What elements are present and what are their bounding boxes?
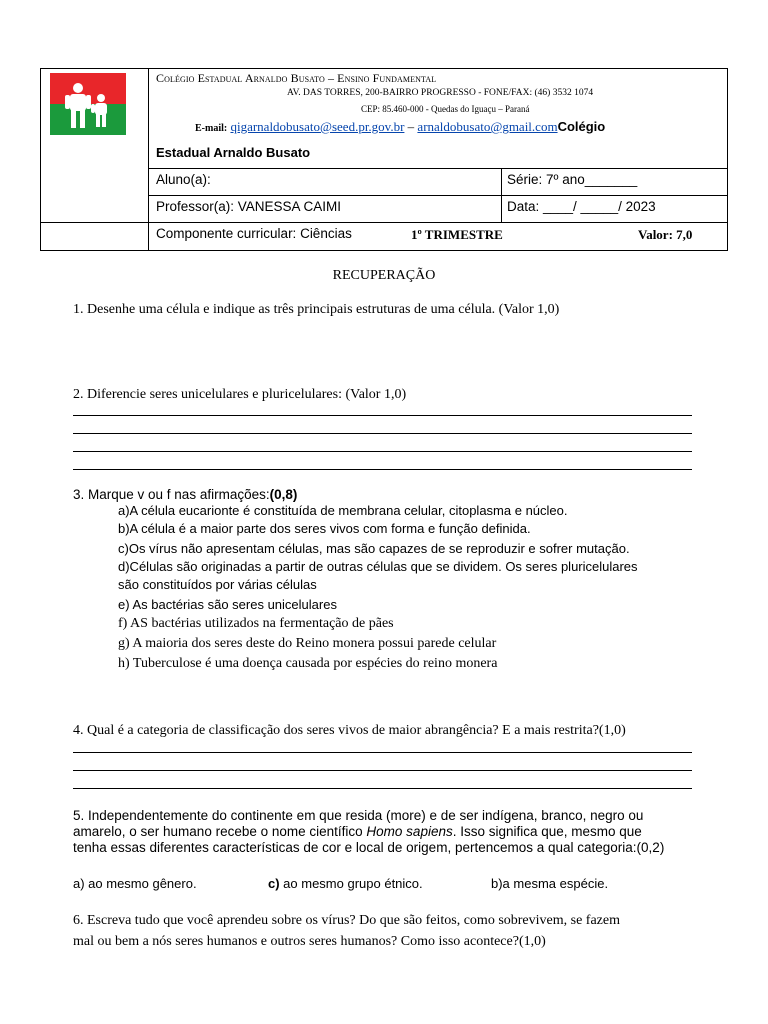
date-field: Data: ____/ _____/ 2023 — [507, 199, 656, 214]
q3-option-h: h) Tuberculose é uma doença causada por espécies do reino monera — [118, 656, 498, 671]
header-row-divider — [148, 195, 728, 196]
value-label: Valor: 7,0 — [638, 227, 693, 242]
q3-option-f: f) AS bactérias utilizados na fermentação de pães — [118, 616, 394, 631]
grade-field: Série: 7º ano_______ — [507, 172, 638, 187]
question-3-prompt: 3. Marque v ou f nas afirmações: — [73, 487, 270, 502]
q5-scientific-name: Homo sapiens — [366, 824, 453, 839]
question-3-points: (0,8) — [269, 487, 298, 502]
question-5-line3: tenha essas diferentes características de cor e local de origem, pertencemos a qual categoria:(0,2) — [73, 840, 665, 855]
email-line — [195, 119, 605, 135]
q5-line2-post: . Isso significa que, mesmo que — [452, 824, 642, 839]
question-2: 2. Diferencie seres unicelulares e pluricelulares: (Valor 1,0) — [73, 387, 407, 402]
q5-option-a[interactable]: a) ao mesmo gênero. — [73, 876, 197, 891]
answer-line[interactable] — [73, 469, 692, 470]
answer-line[interactable] — [73, 770, 692, 771]
email-link-seed[interactable]: qigarnaldobusato@seed.pr.gov.br — [230, 119, 405, 134]
header-col-divider — [501, 168, 502, 223]
q3-option-c: c)Os vírus não apresentam células, mas são capazes de se reproduzir e sofrer mutação. — [118, 541, 630, 556]
question-6-line2: mal ou bem a nós seres humanos e outros seres humanos? Como isso acontece?(1,0) — [73, 934, 546, 949]
subject-field: Componente curricular: Ciências — [156, 226, 352, 241]
question-5-line2 — [73, 824, 642, 839]
answer-line[interactable] — [73, 752, 692, 753]
q3-option-d: d)Células são originadas a partir de outras células que se dividem. Os seres pluricelulares — [118, 559, 638, 574]
header-row-divider — [41, 222, 728, 223]
student-field: Aluno(a): — [156, 172, 211, 187]
school-line-tail: Colégio — [557, 119, 606, 134]
question-3 — [73, 487, 297, 502]
header-row-divider — [148, 168, 728, 169]
email-separator: – — [404, 119, 418, 134]
school-address: AV. DAS TORRES, 200-BAIRRO PROGRESSO - FONE/FAX: (46) 3532 1074 — [287, 88, 594, 98]
q3-option-b: b)A célula é a maior parte dos seres vivos com forma e função definida. — [118, 521, 531, 536]
q5-option-b[interactable]: b)a mesma espécie. — [491, 876, 609, 891]
answer-line[interactable] — [73, 788, 692, 789]
trimester-label: 1º TRIMESTRE — [411, 227, 503, 242]
q5-line2-pre: amarelo, o ser humano recebe o nome científico — [73, 824, 367, 839]
q3-option-g: g) A maioria dos seres deste do Reino monera possui parede celular — [118, 636, 497, 651]
q5-option-c[interactable] — [268, 876, 423, 891]
q5-option-c-text: ao mesmo grupo étnico. — [279, 876, 423, 891]
question-1: 1. Desenhe uma célula e indique as três principais estruturas de uma célula. (Valor 1,0) — [73, 302, 560, 317]
answer-line[interactable] — [73, 415, 692, 416]
school-name-line2: Estadual Arnaldo Busato — [156, 145, 311, 160]
school-cep: CEP: 85.460-000 - Quedas do Iguaçu – Paraná — [361, 104, 530, 114]
header-table — [40, 68, 728, 251]
answer-line[interactable] — [73, 451, 692, 452]
q3-option-d-cont: são constituídos por várias células — [118, 577, 317, 592]
email-link-gmail[interactable]: arnaldobusato@gmail.com — [417, 119, 558, 134]
answer-line[interactable] — [73, 433, 692, 434]
q5-option-c-letter: c) — [268, 876, 280, 891]
teacher-field: Professor(a): VANESSA CAIMI — [156, 199, 342, 214]
q3-option-e: e) As bactérias são seres unicelulares — [118, 597, 337, 612]
school-logo — [50, 73, 126, 135]
page-title: RECUPERAÇÃO — [332, 268, 436, 283]
q3-option-a: a)A célula eucarionte é constituída de membrana celular, citoplasma e núcleo. — [118, 503, 568, 518]
question-6-line1: 6. Escreva tudo que você aprendeu sobre os vírus? Do que são feitos, como sobrevivem, se fazem — [73, 913, 620, 928]
question-4: 4. Qual é a categoria de classificação dos seres vivos de maior abrangência? E a mais restrita?(1,0) — [73, 723, 626, 738]
school-name: Colégio Estadual Arnaldo Busato – Ensino Fundamental — [156, 71, 437, 85]
email-label: E-mail: — [195, 123, 228, 134]
question-5-line1: 5. Independentemente do continente em que resida (more) e de ser indígena, branco, negro ou — [73, 808, 644, 823]
